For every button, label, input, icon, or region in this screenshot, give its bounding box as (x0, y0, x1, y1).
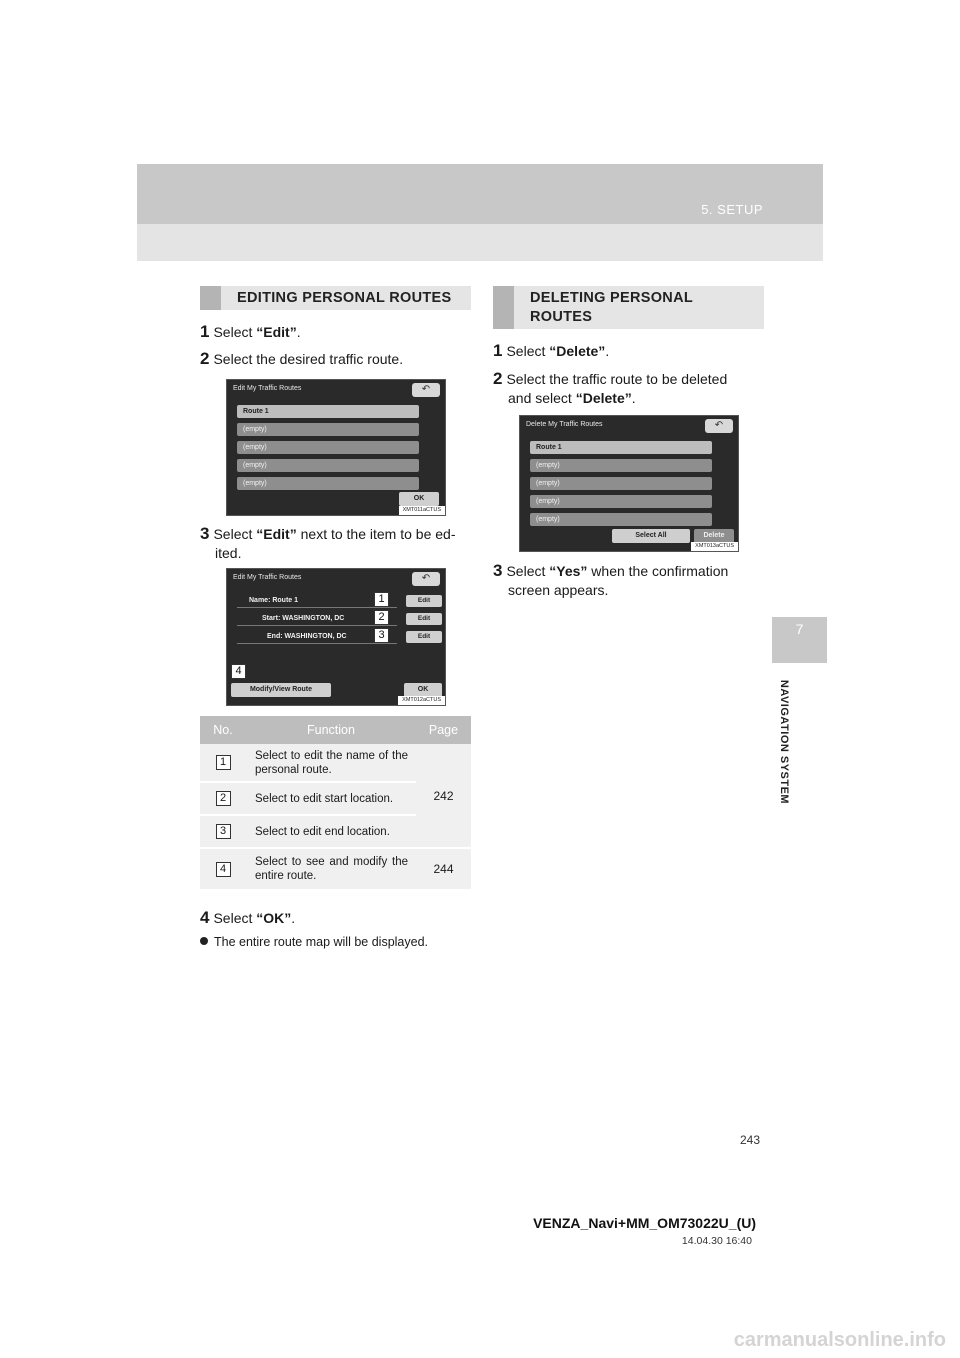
ok-button: OK (399, 492, 439, 506)
step-2-select-route: 2 Select the desired traffic route. (200, 349, 404, 368)
row-number: 3 (216, 824, 231, 839)
back-icon: ↶ (705, 419, 733, 433)
step-3-confirm: 3 Select “Yes” when the confirmation screen appears. (493, 561, 729, 598)
route-row: Route 1 (530, 441, 712, 454)
screenshot-edit-list (226, 379, 446, 516)
table-row (200, 848, 471, 890)
end-field: End: WASHINGTON, DC (237, 629, 397, 644)
route-row: (empty) (237, 423, 419, 436)
row-number: 1 (216, 755, 231, 770)
route-row: (empty) (237, 459, 419, 472)
heading-marker (200, 286, 221, 310)
select-all-button: Select All (612, 529, 690, 543)
route-row: (empty) (237, 441, 419, 454)
route-row: (empty) (530, 513, 712, 526)
name-field: Name: Route 1 (237, 593, 397, 608)
chapter-label (770, 672, 798, 812)
route-row: (empty) (237, 477, 419, 490)
modify-view-route-button: Modify/View Route (231, 683, 331, 697)
ok-button: OK (404, 683, 442, 697)
function-table (200, 716, 471, 891)
table-row (200, 744, 471, 782)
step-3-edit-item: 3 Select “Edit” next to the item to be ed- ited. (200, 524, 456, 561)
start-field: Start: WASHINGTON, DC (237, 611, 397, 626)
step-1-delete: 1 Select “Delete”. (493, 341, 610, 360)
section-heading-editing (200, 286, 471, 310)
row-number: 4 (216, 862, 231, 877)
row-page: 244 (416, 848, 471, 890)
heading-text: EDITING PERSONAL ROUTES (237, 290, 452, 306)
section-title: 5. SETUP (701, 202, 763, 217)
print-datetime: 14.04.30 16:40 (681, 1235, 752, 1247)
table-header-row (200, 716, 471, 744)
edit-end-button: Edit (406, 631, 442, 643)
chapter-title: NAVIGATION SYSTEM (778, 679, 790, 805)
watermark: carmanualsonline.info (733, 1329, 946, 1351)
bullet-icon (200, 937, 208, 945)
delete-button: Delete (694, 529, 734, 543)
callout-1: 1 (374, 592, 389, 607)
figure-code: XMT013aCTUS (691, 542, 738, 551)
header-band (137, 164, 823, 224)
edit-name-button: Edit (406, 595, 442, 607)
row-page: 242 (416, 744, 471, 848)
chapter-tab (772, 617, 827, 663)
figure-code: XMT012aCTUS (398, 696, 445, 705)
row-function: Select to edit start location. (246, 782, 416, 815)
callout-3: 3 (374, 628, 389, 643)
row-number: 2 (216, 791, 231, 806)
callout-2: 2 (374, 610, 389, 625)
row-function: Select to edit end location. (246, 815, 416, 848)
col-header-no: No. (200, 716, 246, 744)
figure-code: XMT011aCTUS (399, 506, 445, 515)
step-4-ok: 4 Select “OK”. (200, 908, 296, 927)
back-icon: ↶ (412, 572, 440, 586)
screenshot-edit-detail (226, 568, 446, 706)
route-row: (empty) (530, 477, 712, 490)
row-function: Select to edit the name of the personal route. (246, 744, 416, 782)
col-header-page: Page (416, 716, 471, 744)
screen-title: Edit My Traffic Routes (233, 574, 302, 581)
col-header-function: Function (246, 716, 416, 744)
edit-start-button: Edit (406, 613, 442, 625)
back-icon: ↶ (412, 383, 440, 397)
row-function: Select to see and modify the entire route. (246, 848, 416, 890)
route-row: Route 1 (237, 405, 419, 418)
page-number: 243 (740, 1133, 761, 1147)
step-1-edit: 1 Select “Edit”. (200, 322, 301, 341)
step-2-select-delete: 2 Select the traffic route to be deleted and select “Delete”. (493, 369, 728, 406)
chapter-number: 7 (795, 621, 804, 637)
route-row: (empty) (530, 495, 712, 508)
header-subband (137, 224, 823, 261)
screen-title: Edit My Traffic Routes (233, 385, 302, 392)
document-id: VENZA_Navi+MM_OM73022U_(U) (533, 1215, 756, 1231)
heading-marker (493, 286, 514, 329)
callout-4: 4 (231, 664, 246, 679)
route-row: (empty) (530, 459, 712, 472)
note-bullet: The entire route map will be displayed. (200, 934, 428, 951)
section-heading-deleting (493, 286, 764, 329)
heading-text: DELETING PERSONAL ROUTES (530, 290, 693, 325)
screen-title: Delete My Traffic Routes (526, 421, 603, 428)
screenshot-delete-list (519, 415, 739, 552)
